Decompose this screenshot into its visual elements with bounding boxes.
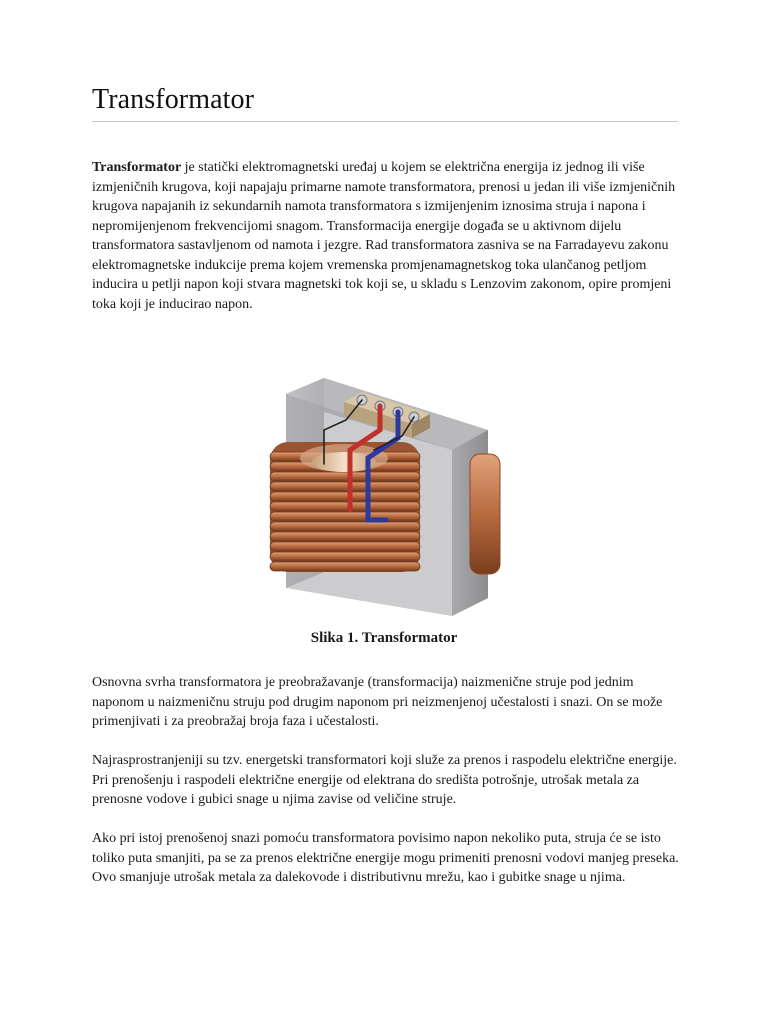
paragraph-2: Najrasprostranjeniji su tzv. energetski transformatori koji služe za prenos i raspodelu električne energije. Pri prenošenju i raspodeli električne energije od elektrana do središta potrošnje, utrošak metala za prenosne vodove i gubici snage u njima zavise od veličine struje. (92, 753, 677, 807)
paragraph-3: Ako pri istoj prenošenoj snazi pomoću transformatora povisimo napon nekoliko puta, struja će se isto toliko puta smanjiti, pa se za prenos električne energije mogu primeniti prenosni vodovi manjeg preseka. Ovo smanjuje utrošak metala za dalekovode i distributivnu mrežu, kao i gubitke snage u njima. (92, 831, 679, 885)
transformer-illustration (262, 372, 512, 622)
intro-paragraph (92, 158, 682, 314)
intro-text: je statički elektromagnetski uređaj u kojem se električna energija iz jednog ili više izmjeničnih krugova, koji napajaju primarne namote transformatora, prenosi u jedan ili više izmjeničnih krugova napajanih iz sekundarnih namota transformatora s izmijenjenim iznosima struja i napona i nepromijenjenom frekvencijomi snagom. Transformacija energije događa se u aktivnom dijelu transformatora sastavljenom od namota i jezgre. Rad transformatora zasniva se na Farradayevu zakonu elektromagnetske indukcije prema kojem vremenska promjenamagnetskog toka ulančanog petljom inducira u petlji napon koji stvara magnetski tok koji se, u skladu s Lenzovim zakonom, opire promjeni toka koji je inducirao napon. (92, 160, 676, 312)
front-coil (270, 442, 420, 572)
page-title: Transformator (92, 84, 255, 115)
paragraph-1: Osnovna svrha transformatora je preobražavanje (transformacija) naizmenične struje pod jednim naponom u naizmeničnu struju pod drugim naponom pri neizmenjenoj učestalosti i snazi. On se može primenjivati i za preobražaj broja faza i učestalosti. (92, 675, 663, 729)
intro-lead-bold: Transformator (92, 160, 182, 175)
rear-coil (470, 454, 500, 574)
transformer-figure (262, 372, 512, 622)
figure-caption: Slika 1. Transformator (310, 630, 458, 646)
title-divider (92, 121, 678, 122)
